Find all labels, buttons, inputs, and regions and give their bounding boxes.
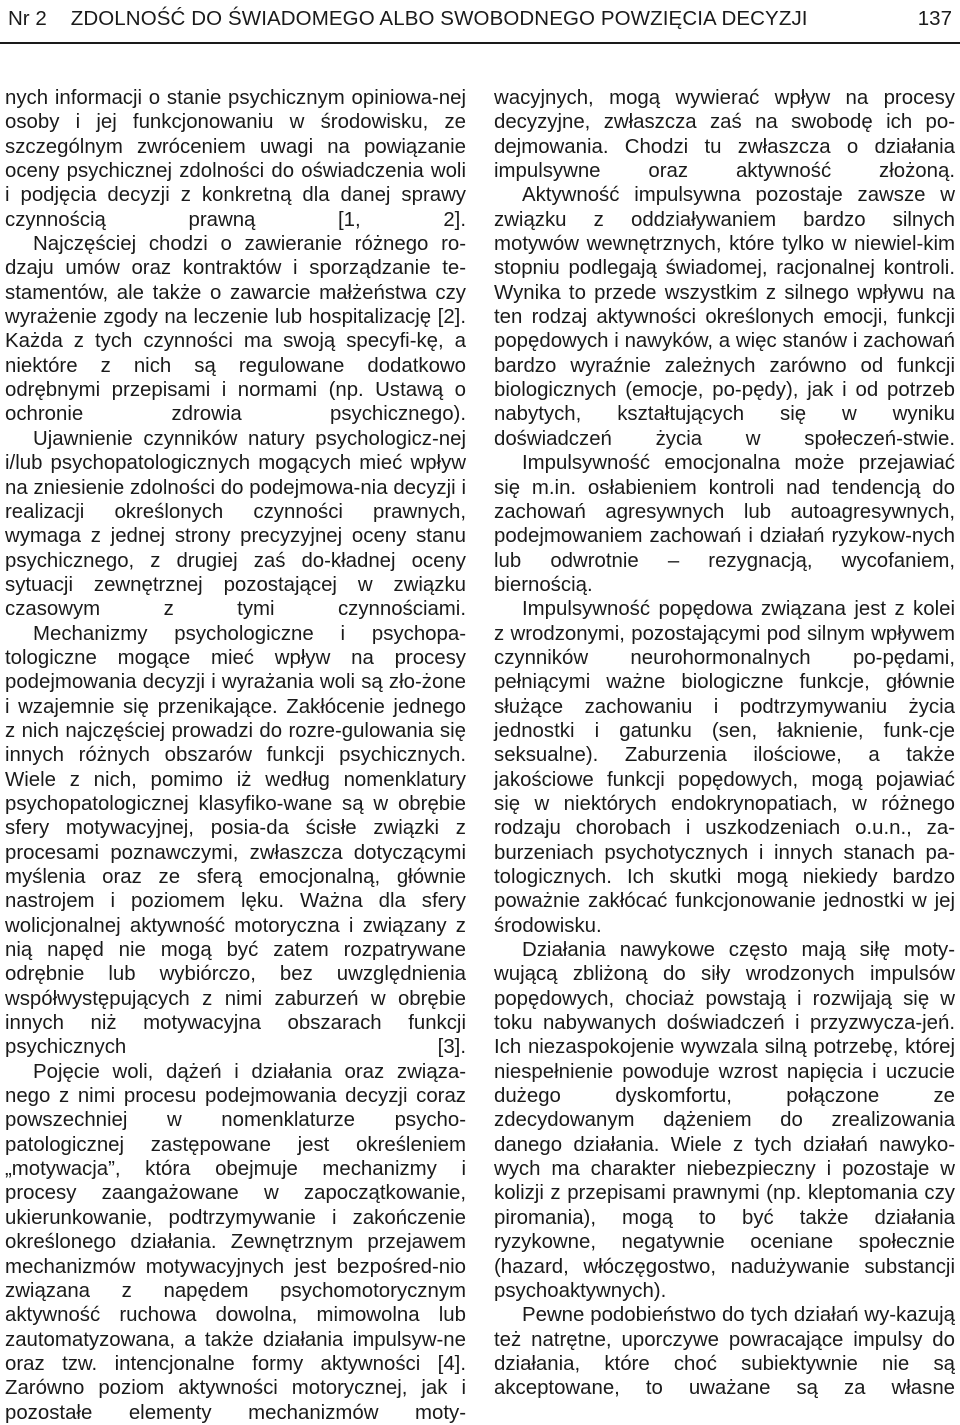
journal-issue: Nr 2	[8, 7, 47, 30]
page-number: 137	[917, 7, 952, 30]
paragraph: Najczęściej chodzi o zawieranie różnego ro-dzaju umów oraz kontraktów i sporządzanie te-stamentów, ale także o zawarcie małżeństwa czy wyrażenie zgody na leczenie lub hospitalizację [2]. Każda z tych czynności ma swoją specyfi-kę, a niektóre z nich są regulowane dodatkowo odrębnymi przepisami i normami (np. Ustawą o ochronie zdrowia psychicznego).	[5, 233, 466, 426]
right-column	[494, 86, 955, 1401]
paragraph: Działania nawykowe często mają siłę moty-wującą zbliżoną do siły wrodzonych impulsów popędowych, chociaż powstają i rozwijają się w toku nabywanych doświadczeń i przyzwycza-jeń. Ich niezaspokojenie wywzala silną potrzebę, której niespełnienie powoduje wzrost napięcia i uczucie dużego dyskomfortu, połączone ze zdecydowanym dążeniem do zrealizowania danego działania. Wiele z tych działań nawyko-wych ma charakter niebezpieczny i pozostaje w kolizji z przepisami prawnymi (np. kleptomania czy piromania), mogą to być także działania ryzykowne, negatywnie oceniane społecznie (hazard, włóczęgostwo, nadużywanie substancji psychoaktywnych).	[494, 939, 955, 1302]
paragraph: Pojęcie woli, dążeń i działania oraz związa-nego z nimi procesu podejmowania decyzji coraz powszechniej w nomenklaturze psycho-patologicznej zastępowane jest określeniem „motywacja”, która obejmuje mechanizmy i procesy zaangażowane w zapoczątkowanie, ukierunkowanie, podtrzymywanie i zakończenie określonego działania. Zewnętrznym przejawem mechanizmów motywacyjnych jest bezpośred-nio związana z napędem psychomotorycznym aktywność ruchowa dowolna, mimowolna lub zautomatyzowana, a także działania impulsyw-ne oraz tzw. intencjonalne formy aktywności [4]. Zarówno poziom aktywności motorycznej, jak i pozostałe elementy mechanizmów moty-	[5, 1060, 466, 1424]
paragraph: Ujawnienie czynników natury psychologicz-nej i/lub psychopatologicznych mogących mieć wpływ na zniesienie zdolności do podejmowa-nia decyzji i realizacji określonych czynności prawnych, wymaga z jednej strony precyzyjnej oceny stanu psychicznego, z drugiej zaś do-kładnej oceny sytuacji zewnętrznej pozostającej w związku czasowym z tymi czynnościami.	[5, 427, 466, 621]
running-title: ZDOLNOŚĆ DO ŚWIADOMEGO ALBO SWOBODNEGO POWZIĘCIA DECYZJI	[70, 7, 808, 30]
paragraph: Mechanizmy psychologiczne i psychopa-tologiczne mogące mieć wpływ na procesy podejmowania decyzji i wyrażania woli są zło-żone i wzajemnie się przenikające. Zakłócenie jednego z nich najczęściej prowadzi do rozre-gulowania się innych różnych obszarów funkcji psychicznych. Wiele z nich, pomimo iż według nomenklatury psychopatologicznej klasyfiko-wane są w obrębie sfery motywacyjnej, posia-da ścisłe związki z procesami poznawczymi, zwłaszcza dotyczącymi myślenia oraz ze sferą emocjonalną, głównie nastrojem i poziomem lęku. Ważna dla sfery wolicjonalnej aktywność motoryczna i związany z nią napęd nie mogą być zatem rozpatrywane odrębnie lub wybiórczo, bez uwzględnienia współwystępujących z nimi zaburzeń w obrębie innych niż motywacyjna obszarach funkcji psychicznych [3].	[5, 622, 466, 1059]
paragraph: Impulsywność popędowa związana jest z kolei z wrodzonymi, pozostającymi pod silnym wpływem czynników neurohormonalnych po-pędami, pełniącymi ważne biologiczne funkcje, głównie służące zachowaniu i podtrzymywaniu życia jednostki i gatunku (sen, łaknienie, funk-cje seksualne). Zaburzenia ilościowe, a także jakościowe funkcji popędowych, mogą pojawiać się w niektórych endokrynopatiach, w różnego rodzaju chorobach i uszkodzeniach o.u.n., za-burzeniach psychotycznych i innych stanach pa-tologicznych. Ich skutki mogą niekiedy bardzo poważnie zakłócać funkcjonowanie jednostki w jej środowisku.	[494, 598, 955, 937]
paragraph-continued: wacyjnych, mogą wywierać wpływ na procesy decyzyjne, zwłaszcza zaś na swobodę ich po-dejmowania. Chodzi tu zwłaszcza o działania impulsywne oraz aktywność złożoną.	[494, 87, 955, 183]
header-rule	[0, 42, 960, 44]
paragraph: Aktywność impulsywna pozostaje zawsze w związku z oddziaływaniem bardzo silnych motywów wewnętrznych, które tylko w niewiel-kim stopniu podlegają świadomej, racjonalnej kontroli. Wynika to przede wszystkim z silnego wpływu na ten rodzaj aktywności określonych emocji, funkcji popędowych i nawyków, a więc stanów i zachowań bardzo wyraźnie zależnych zarówno od funkcji biologicznych (emocje, po-pędy), jak i od potrzeb nabytych, kształtujących się w wyniku doświadczeń życia w społeczeń-stwie.	[494, 184, 955, 450]
paragraph-continued: nych informacji o stanie psychicznym opiniowa-nej osoby i jej funkcjonowaniu w środowisku, ze szczególnym zwróceniem uwagi na powiązanie oceny psychicznej zdolności do oświadczenia woli i podjęcia decyzji z konkretną dla danej sprawy czynnością prawną [1, 2].	[5, 87, 466, 231]
paragraph: Pewne podobieństwo do tych działań wy-kazują też natrętne, uporczywe powracające impulsy do działania, które choć subiektywnie nie są akceptowane, to uważane są za własne	[494, 1304, 955, 1400]
paragraph: Impulsywność emocjonalna może przejawiać się m.in. osłabieniem kontroli nad tendencją do zachowań agresywnych lub autoagresywnych, podejmowaniem zachowań i działań ryzykow-nych lub odwrotnie – rezygnacją, wycofaniem, biernością.	[494, 452, 955, 596]
running-head	[8, 3, 952, 35]
left-column	[5, 86, 466, 1425]
